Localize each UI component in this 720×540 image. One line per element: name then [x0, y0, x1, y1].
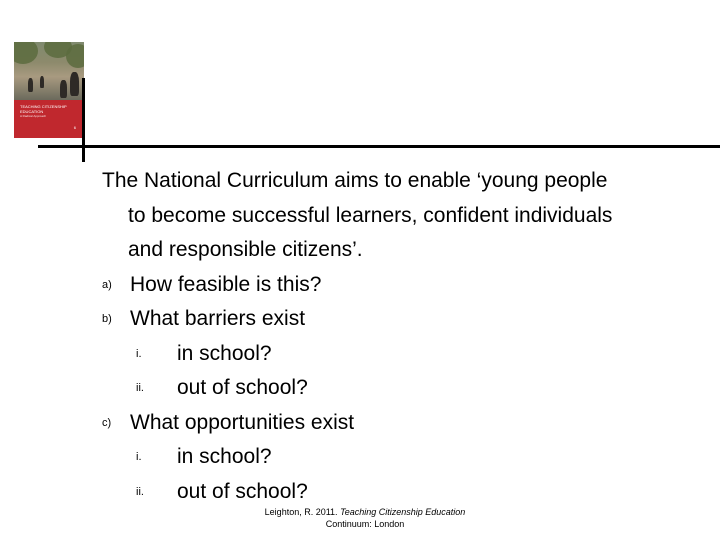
list-item-text: What barriers exist [130, 307, 306, 330]
list-marker: c) [102, 416, 112, 429]
list-item-text: What opportunities exist [130, 410, 355, 434]
list-item [102, 268, 702, 303]
book-cover-image [14, 42, 84, 138]
sub-list-item [102, 440, 702, 475]
list-item [102, 406, 702, 441]
decorative-vertical-rule [82, 78, 85, 162]
list-marker: b) [102, 313, 112, 325]
book-cover-title-line1: TEACHING CITIZENSHIP [20, 104, 67, 109]
list-item-text: in school? [177, 445, 272, 468]
intro-line: and responsible citizens’. [128, 238, 363, 261]
slide-body [102, 164, 702, 509]
intro-paragraph [102, 164, 702, 268]
sub-list-item [102, 371, 702, 406]
list-item-text: in school? [177, 341, 272, 365]
decorative-horizontal-rule [38, 145, 720, 148]
list-item-text: How feasible is this? [130, 272, 322, 296]
list-item [102, 302, 702, 337]
list-marker: ii. [136, 485, 144, 498]
book-cover-title [20, 104, 80, 118]
citation-line1 [250, 506, 480, 518]
book-cover-number: 6 [73, 125, 76, 130]
list-marker: i. [136, 451, 142, 463]
citation-author: Leighton, R. 2011. [264, 507, 341, 517]
intro-line: The National Curriculum aims to enable ‘young people [102, 169, 608, 192]
question-list [102, 268, 702, 510]
list-marker: a) [102, 278, 112, 291]
citation-book-title: Teaching Citizenship Education [340, 507, 466, 517]
list-item-text: out of school? [177, 376, 308, 399]
sub-list-item [102, 337, 702, 372]
list-marker: ii. [136, 382, 144, 394]
citation-publisher: Continuum: London [325, 519, 405, 529]
list-marker: i. [136, 347, 142, 360]
book-cover-photo [14, 42, 84, 100]
book-cover-title-line2: EDUCATION [20, 109, 44, 114]
sub-list-item [102, 475, 702, 510]
intro-line: to become successful learners, confident individuals [128, 203, 613, 227]
list-item-text: out of school? [177, 479, 308, 503]
citation [250, 506, 480, 530]
book-cover-subtitle: A Radical Approach [20, 114, 47, 118]
